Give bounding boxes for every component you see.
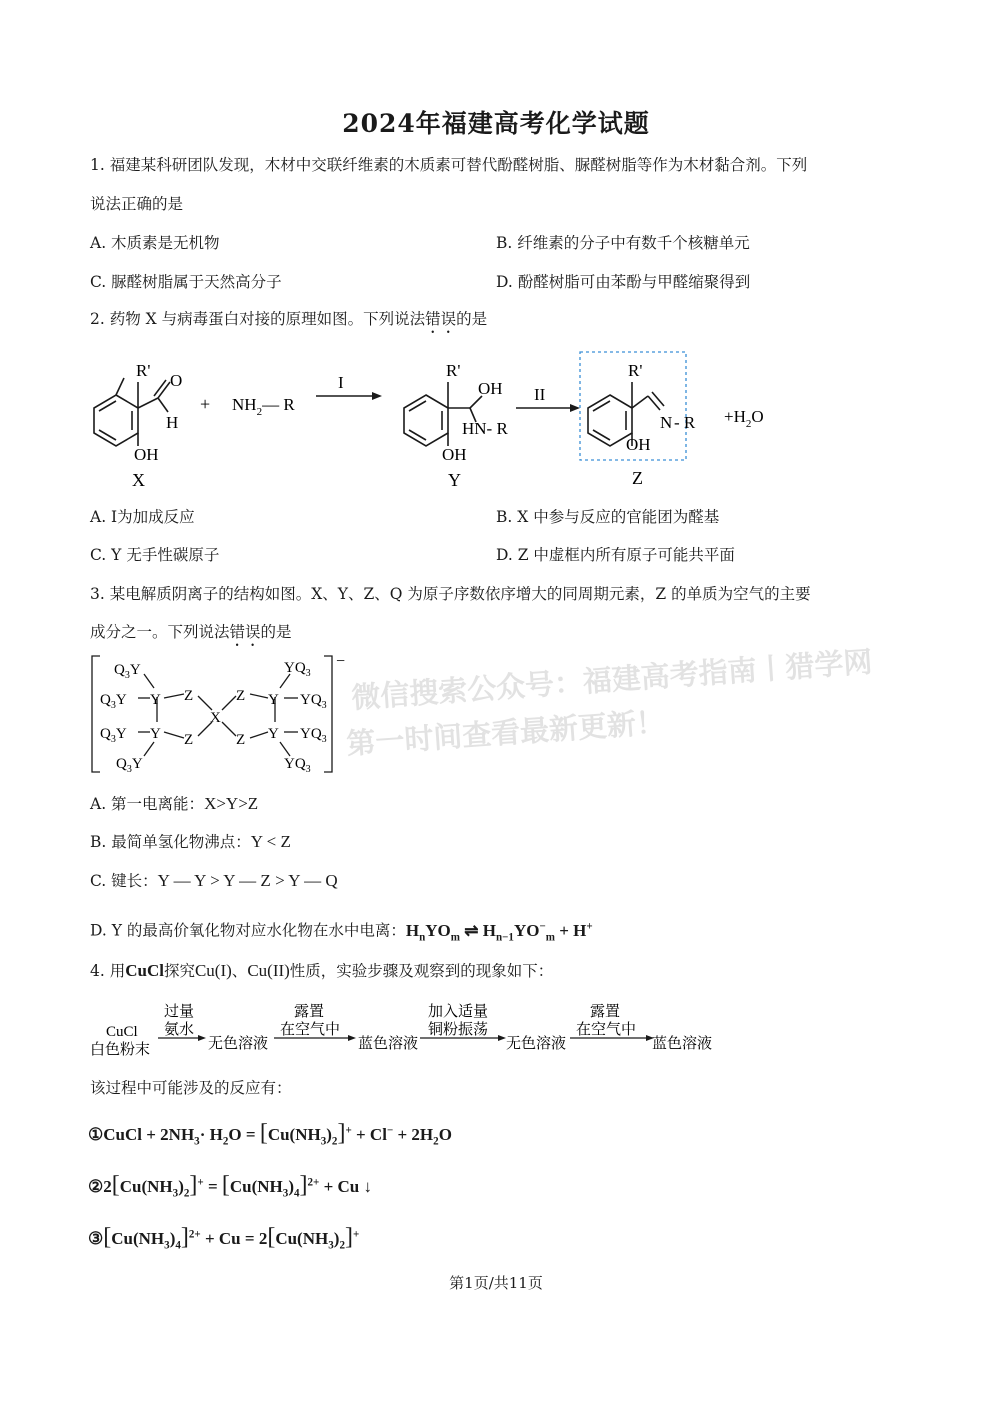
yq3-bottom-right: $YQ_3$ [284,756,311,775]
d-equation: $H_nYO_m$ ⇌ $H_{n-1}YO^-_m + H^+$ [405,920,593,944]
x-oh: OH [134,445,159,464]
q1-stem-line-1: 1. 福建某科研团队发现，木材中交联纤维素的木质素可替代酚醛树脂、脲醛树脂等作为木材黏合剂。下列 [90,156,808,174]
y-right-upper: Y [268,692,279,708]
q1-option-c: C. 脲醛树脂属于天然高分子 [90,273,282,291]
q2-option-b: B. X 中参与反应的官能团为醛基 [496,508,720,526]
z-left-upper: Z [184,688,194,704]
flow-product3: 无色溶液 [506,1036,567,1052]
z-right-lower: Z [236,732,246,748]
y-oh-top: OH [478,379,503,398]
flow-arrow1-bottom: 氨水 [164,1022,195,1038]
y-right-lower: Y [268,726,279,742]
label-y: Y [448,470,461,490]
yq3-mid-right-1: $YQ_3$ [300,692,327,711]
flow-arrow3-bottom: 铜粉振荡 [428,1022,489,1038]
label-z: Z [632,468,643,488]
y-oh: OH [442,445,467,464]
flow-arrow2-top: 露置 [294,1004,325,1020]
y-left-upper: Y [150,692,161,708]
z-oh: OH [626,435,651,454]
flow-product2: 蓝色溶液 [358,1036,419,1052]
q3-option-d: D. Y 的最高价氧化物对应水化物在水中电离：$H_nYO_m$ ⇌ $H_{n-1}YO^-_m + H^+$ [90,920,593,944]
q3y-mid-left-1: $Q_3Y$ [100,692,127,711]
x-aldehyde-o: O [170,371,183,390]
x-rprime: R' [136,361,151,380]
q2-emphasis: 错误 [425,310,457,328]
q3y-mid-left-2: $Q_3Y$ [100,726,127,745]
flow-arrow3-top: 加入适量 [428,1004,489,1020]
q3-anion-structure [86,652,366,780]
flow-arrow4-top: 露置 [590,1004,621,1020]
page-footer: 第1页/共11页 [449,1274,543,1292]
z-right-upper: Z [236,688,246,704]
yq3-top-right: $YQ_3$ [284,660,311,679]
y-left-lower: Y [150,726,161,742]
x-center: X [210,710,221,726]
y-hn-r: HN- R [462,419,508,438]
water-product: $+H_2O$ [724,407,764,430]
flow-arrow1-top: 过量 [164,1004,195,1020]
z-left-lower: Z [184,732,194,748]
anion-charge: − [336,653,346,670]
flow-arrow2-bottom: 在空气中 [280,1022,341,1038]
q3-option-c: C. 键长：Y — Y > Y — Z > Y — Q [90,871,338,890]
step-i-label: I [338,373,344,392]
q4-stem: 4. 用CuCl探究Cu(I)、Cu(II)性质，实验步骤及观察到的现象如下： [90,961,554,980]
q1-option-d: D. 酚醛树脂可由苯酚与甲醛缩聚得到 [496,273,751,291]
q2-option-a: A. I为加成反应 [90,508,195,526]
q3-stem-line-2: 成分之一。下列说法错误的是 [90,623,292,641]
reaction-2: $②2[Cu(NH_3)_2]^+ = [Cu(NH_3)_4]^{2+} + Cu$ ↓ [88,1172,373,1200]
flow-product4: 蓝色溶液 [652,1036,713,1052]
watermark-line-2: 第一时间查看最新更新！ [345,704,666,761]
q2-option-c: C. Y 无手性碳原子 [90,546,220,564]
y-rprime: R' [446,361,461,380]
label-x: X [132,470,145,490]
q2-reaction-scheme [80,350,800,500]
flow-product1: 无色溶液 [208,1036,269,1052]
q4-flow-diagram [86,998,726,1062]
q1-stem-line-2: 说法正确的是 [90,195,184,213]
flow-start-powder: 白色粉末 [90,1042,151,1058]
q1-option-a: A. 木质素是无机物 [90,234,220,252]
q3-option-a: A. 第一电离能：X>Y>Z [90,794,259,813]
plus-sign: + [200,394,211,414]
reaction-3: $③[Cu(NH_3)_4]^{2+} + Cu = 2[Cu(NH_3)_2]^+$ [88,1224,360,1252]
yq3-mid-right-2: $YQ_3$ [300,726,327,745]
reaction-1: ①CuCl + $2NH_3\cdot H_2O = [Cu(NH_3)_2]^+ + Cl^- + 2H_2O$ [88,1120,452,1148]
q3y-top-left: $Q_3Y$ [114,662,141,681]
q3-emphasis: 错误 [229,623,261,641]
step-ii-label: II [534,385,546,404]
z-n: N [660,413,673,432]
z-r: - R [674,413,696,432]
flow-arrow4-bottom: 在空气中 [576,1022,637,1038]
q4-intro: 该过程中可能涉及的反应有： [90,1079,292,1097]
x-aldehyde-h: H [166,413,179,432]
page-title: 2024年福建高考化学试题 [342,109,650,138]
q2-stem: 2. 药物 X 与病毒蛋白对接的原理如图。下列说法错误的是 [90,310,488,328]
reagent-amine: $NH_2—$ R [232,395,295,418]
q1-option-b: B. 纤维素的分子中有数千个核糖单元 [496,234,750,252]
watermark-line-1: 微信搜索公众号：福建高考指南丨猎学网 [350,644,874,715]
q3-stem-line-1: 3. 某电解质阴离子的结构如图。X、Y、Z、Q 为原子序数依序增大的同周期元素，Z 的单质为空气的主要 [90,585,811,603]
flow-start-cucl: CuCl [106,1024,138,1040]
q2-option-d: D. Z 中虚框内所有原子可能共平面 [496,546,735,564]
q3-option-b: B. 最简单氢化物沸点：Y < Z [90,832,291,851]
z-rprime: R' [628,361,643,380]
q3y-bottom-left: $Q_3Y$ [116,756,143,775]
